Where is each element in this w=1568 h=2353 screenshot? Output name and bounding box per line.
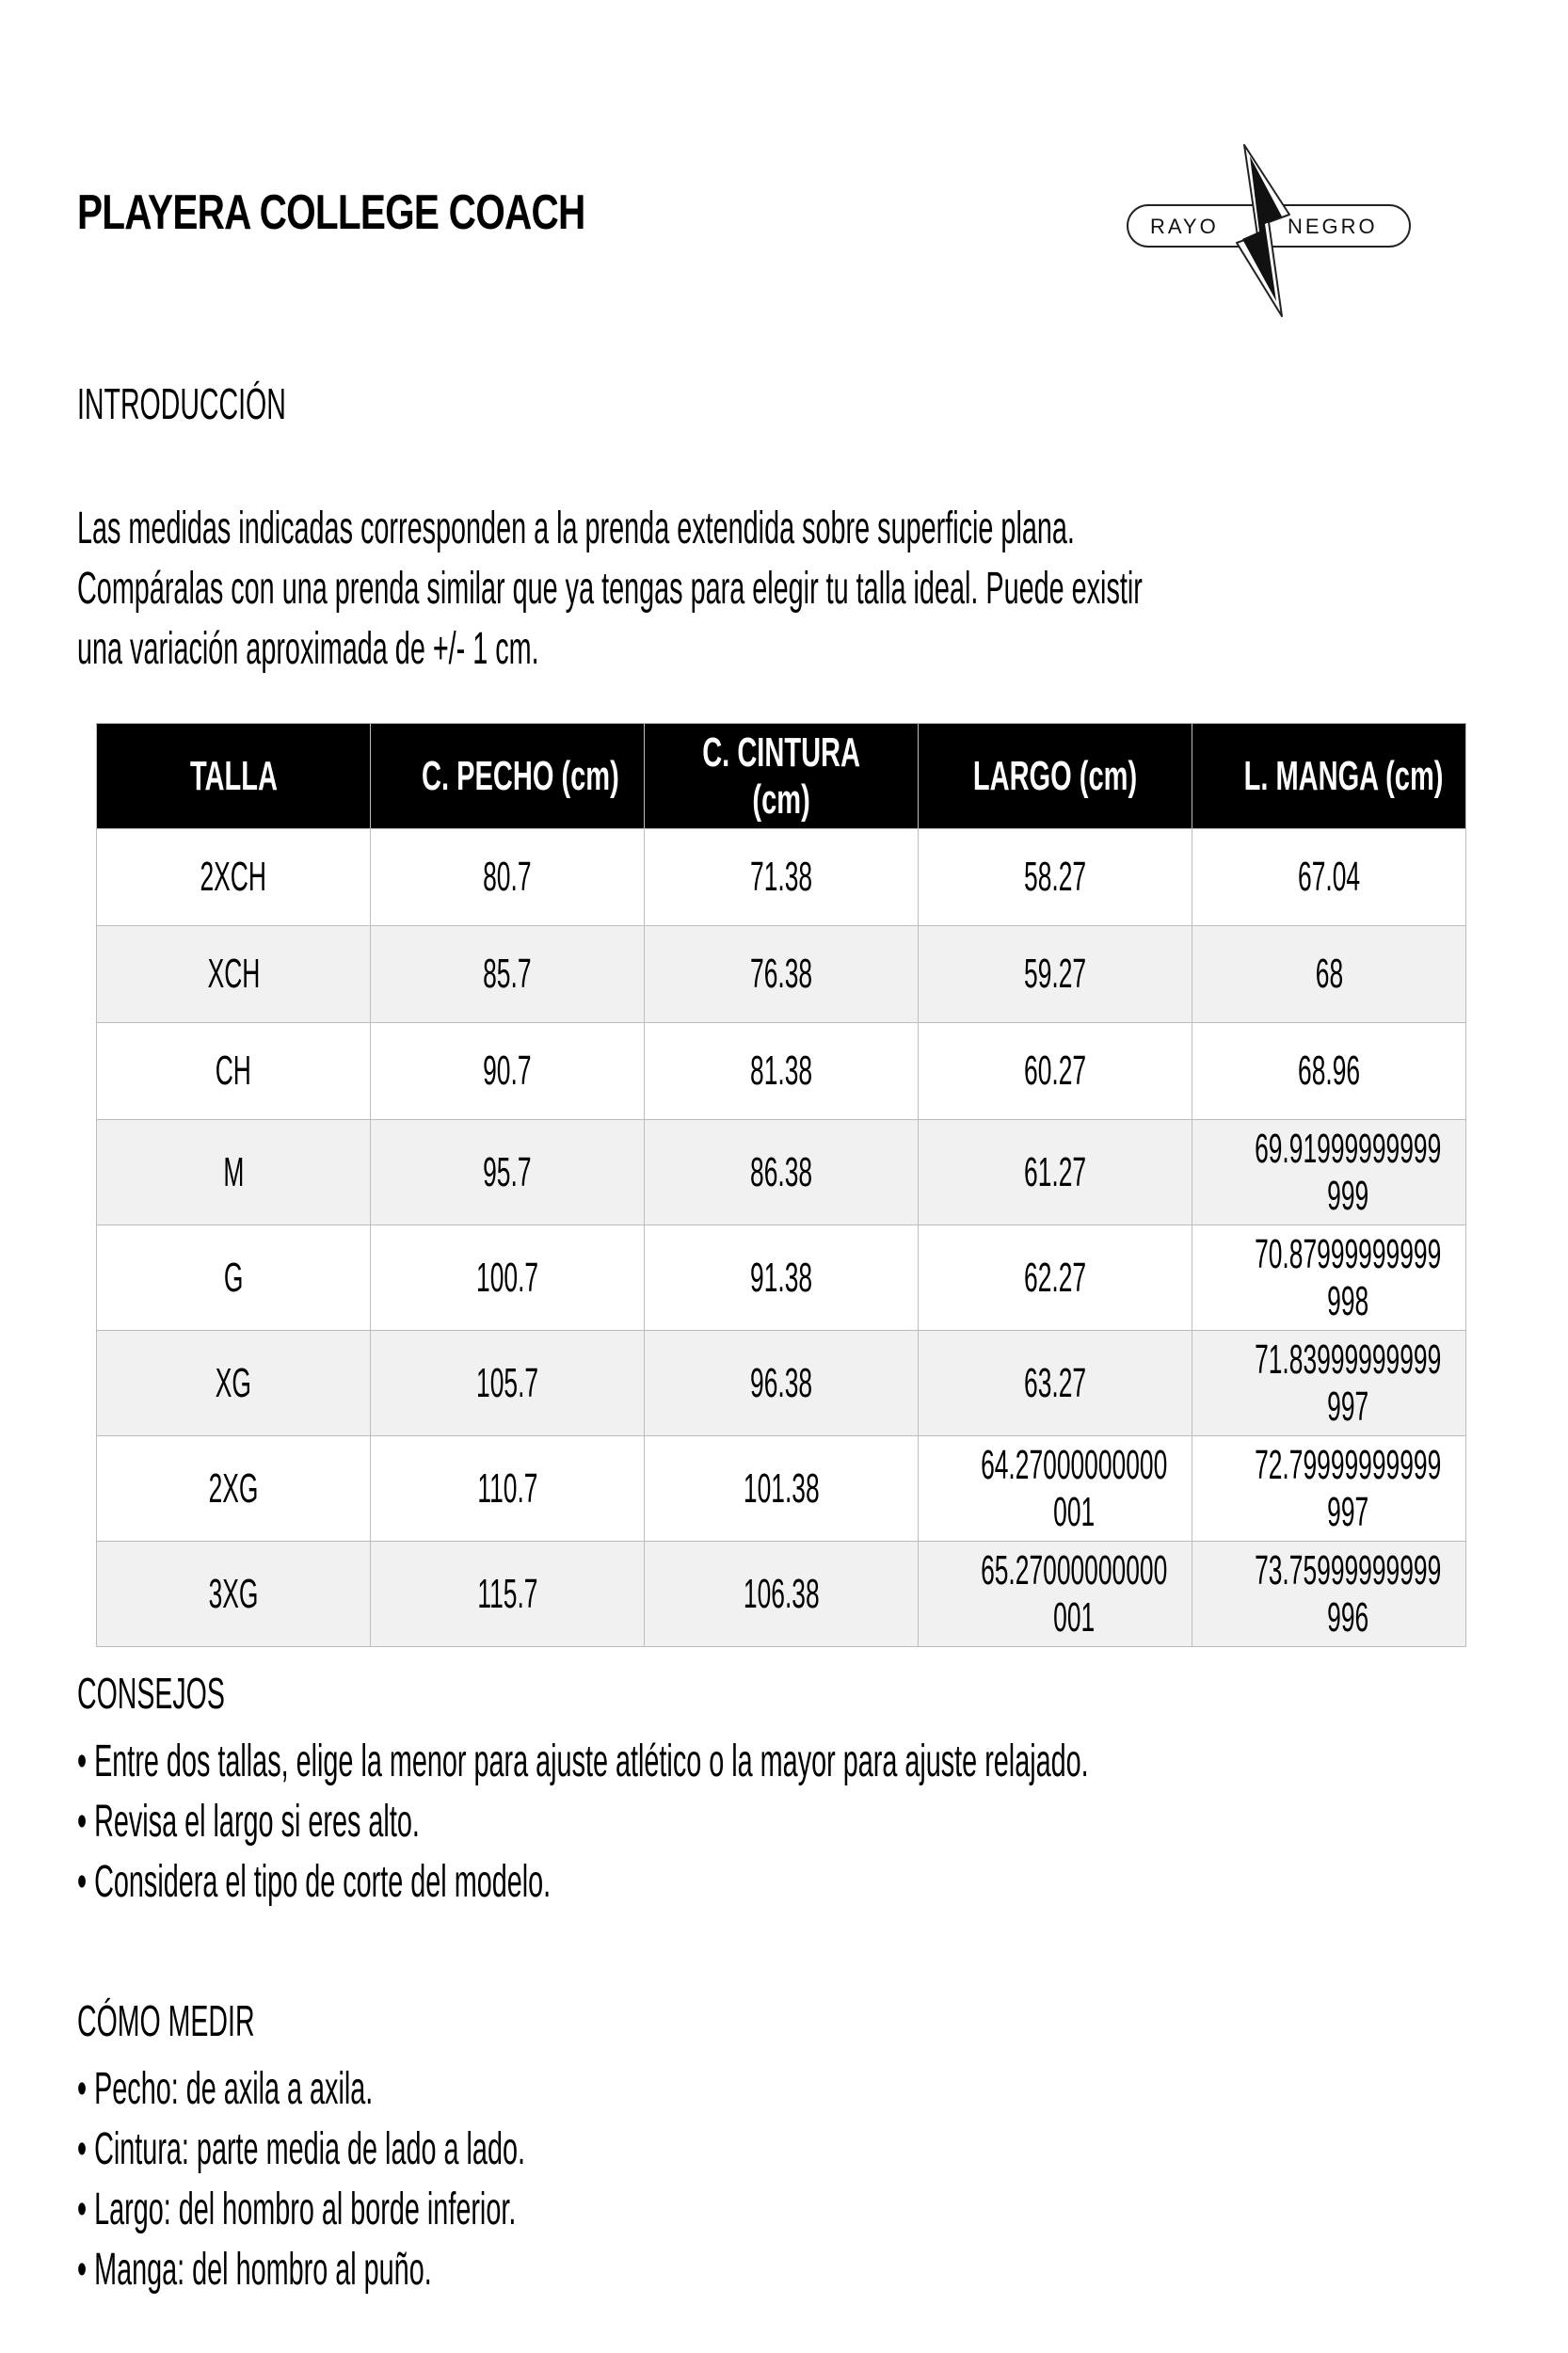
cell-manga: 68	[1192, 926, 1466, 1023]
list-item: • Entre dos tallas, elige la menor para ajuste atlético o la mayor para ajuste relajado.	[77, 1737, 1089, 1786]
cell-cintura: 106.38	[645, 1542, 919, 1647]
cell-cintura: 81.38	[645, 1023, 919, 1120]
cell-largo: 64.27000000000 001	[919, 1436, 1192, 1542]
cell-largo: 65.27000000000 001	[919, 1542, 1192, 1647]
table-row	[97, 1331, 1466, 1436]
cell-largo: 63.27	[919, 1331, 1192, 1436]
table-row	[97, 1542, 1466, 1647]
header-pecho: C. PECHO (cm)	[371, 724, 645, 829]
cell-manga: 69.91999999999 999	[1192, 1120, 1466, 1225]
intro-line: una variación aproximada de +/- 1 cm.	[77, 624, 539, 674]
cell-manga: 67.04	[1192, 829, 1466, 926]
logo-left-text: RAYO	[1150, 215, 1219, 238]
logo-right-text: NEGRO	[1288, 215, 1378, 238]
cell-cintura: 76.38	[645, 926, 919, 1023]
list-item: • Largo: del hombro al borde inferior.	[77, 2185, 517, 2234]
cell-talla: G	[97, 1225, 371, 1331]
cell-largo: 58.27	[919, 829, 1192, 926]
cell-talla: M	[97, 1120, 371, 1225]
list-item: • Pecho: de axila a axila.	[77, 2064, 374, 2114]
brand-logo	[1120, 132, 1421, 329]
cell-talla: 3XG	[97, 1542, 371, 1647]
intro-line: Las medidas indicadas corresponden a la prenda extendida sobre superficie plana.	[77, 504, 1075, 553]
cell-cintura: 96.38	[645, 1331, 919, 1436]
cell-manga: 71.83999999999 997	[1192, 1331, 1466, 1436]
cell-pecho: 110.7	[371, 1436, 645, 1542]
lightning-bolt-icon	[1120, 132, 1421, 329]
cell-talla: 2XCH	[97, 829, 371, 926]
consejos-heading: CONSEJOS	[77, 1669, 225, 1718]
introduction-heading: INTRODUCCIÓN	[77, 379, 286, 428]
cell-manga: 72.79999999999 997	[1192, 1436, 1466, 1542]
como-medir-list	[77, 2059, 525, 2300]
cell-largo: 62.27	[919, 1225, 1192, 1331]
cell-manga: 68.96	[1192, 1023, 1466, 1120]
table-row	[97, 1436, 1466, 1542]
table-row	[97, 829, 1466, 926]
consejos-list	[77, 1732, 1089, 1913]
table-row	[97, 1120, 1466, 1225]
cell-talla: CH	[97, 1023, 371, 1120]
cell-pecho: 100.7	[371, 1225, 645, 1331]
list-item: • Manga: del hombro al puño.	[77, 2245, 432, 2295]
cell-largo: 60.27	[919, 1023, 1192, 1120]
list-item: • Considera el tipo de corte del modelo.	[77, 1857, 552, 1907]
table-row	[97, 1023, 1466, 1120]
table-header-row	[97, 724, 1466, 829]
cell-cintura: 71.38	[645, 829, 919, 926]
header-cintura: C. CINTURA (cm)	[645, 724, 919, 829]
cell-pecho: 95.7	[371, 1120, 645, 1225]
cell-cintura: 86.38	[645, 1120, 919, 1225]
cell-talla: XG	[97, 1331, 371, 1436]
page-title: PLAYERA COLLEGE COACH	[77, 185, 585, 240]
cell-cintura: 91.38	[645, 1225, 919, 1331]
cell-largo: 61.27	[919, 1120, 1192, 1225]
cell-largo: 59.27	[919, 926, 1192, 1023]
cell-pecho: 90.7	[371, 1023, 645, 1120]
intro-line: Compáralas con una prenda similar que ya tengas para elegir tu talla ideal. Puede existir	[77, 564, 1143, 614]
cell-manga: 73.75999999999 996	[1192, 1542, 1466, 1647]
list-item: • Revisa el largo si eres alto.	[77, 1797, 420, 1847]
cell-pecho: 80.7	[371, 829, 645, 926]
cell-manga: 70.87999999999 998	[1192, 1225, 1466, 1331]
cell-talla: 2XG	[97, 1436, 371, 1542]
header-manga: L. MANGA (cm)	[1192, 724, 1466, 829]
como-medir-heading: CÓMO MEDIR	[77, 1996, 255, 2045]
cell-pecho: 85.7	[371, 926, 645, 1023]
table-row	[97, 926, 1466, 1023]
header-talla: TALLA	[97, 724, 371, 829]
cell-pecho: 115.7	[371, 1542, 645, 1647]
table-row	[97, 1225, 1466, 1331]
size-chart-table	[96, 723, 1466, 1647]
introduction-paragraph	[77, 499, 1545, 680]
cell-talla: XCH	[97, 926, 371, 1023]
cell-cintura: 101.38	[645, 1436, 919, 1542]
cell-pecho: 105.7	[371, 1331, 645, 1436]
list-item: • Cintura: parte media de lado a lado.	[77, 2124, 525, 2174]
header-largo: LARGO (cm)	[919, 724, 1192, 829]
